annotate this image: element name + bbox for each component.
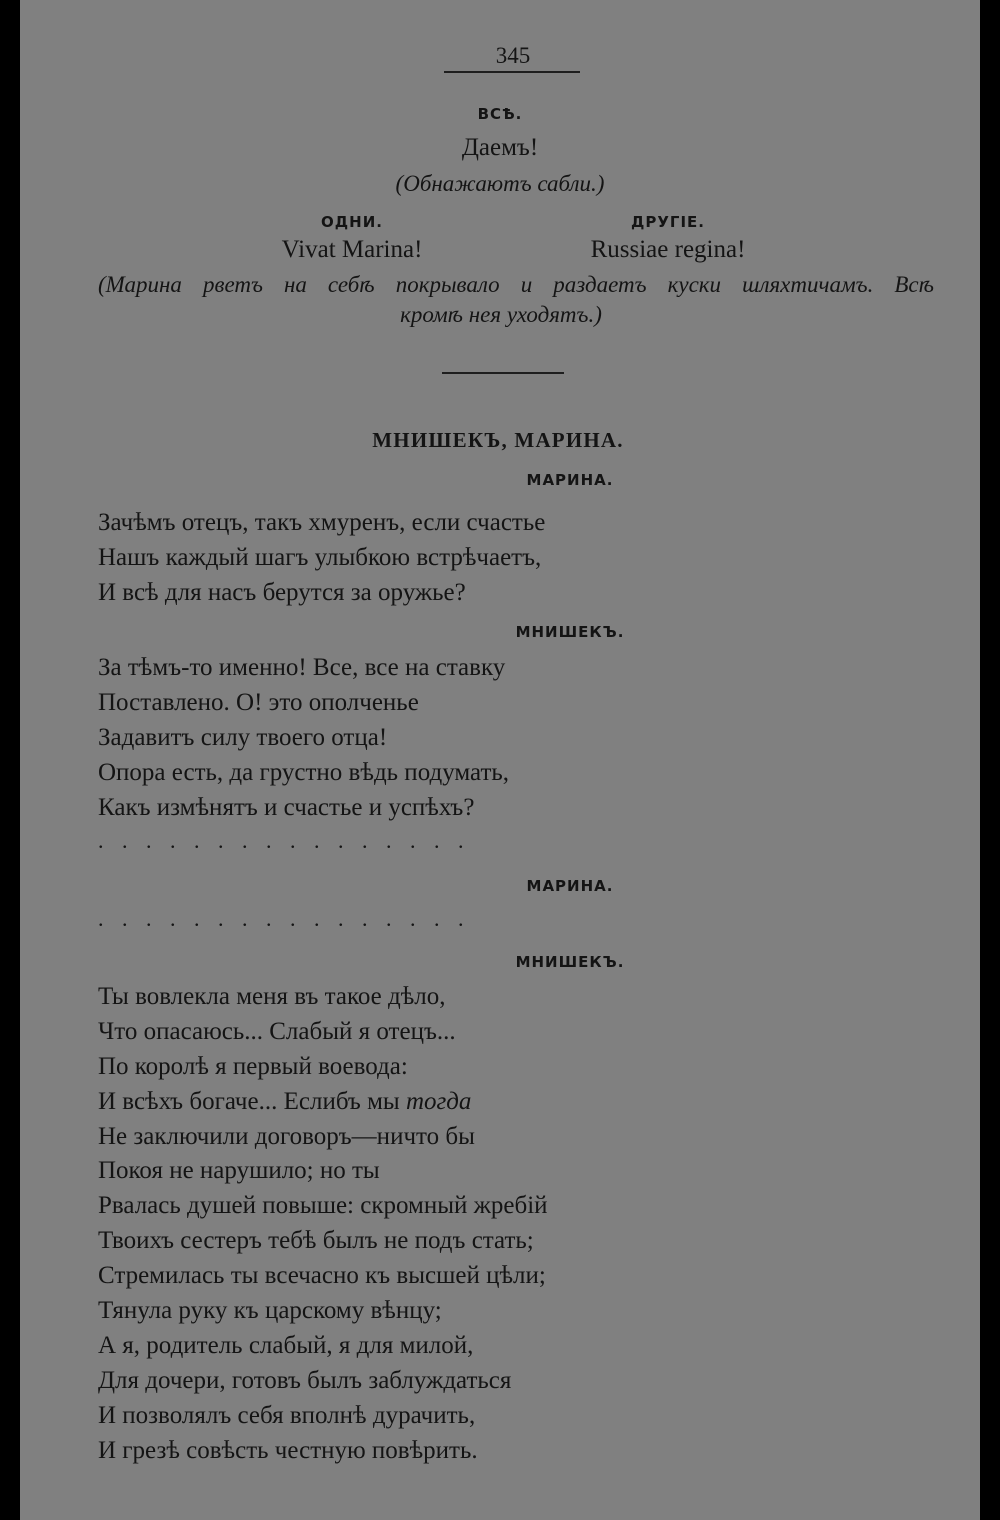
line-all: Даемъ! xyxy=(461,134,539,161)
speaker-one: ОДНИ. xyxy=(321,213,383,231)
section-separator xyxy=(442,372,564,374)
stage-direction-draw-sabres: (Обнажаютъ сабли.) xyxy=(395,171,605,196)
verse-line: Нашъ каждый шагъ улыбкою встрѣчаетъ, xyxy=(98,543,542,571)
verse-line: Задавитъ силу твоего отца! xyxy=(98,723,388,751)
verse-line: Стремилась ты всечасно къ высшей цѣли; xyxy=(98,1262,546,1290)
verse-mnishek-1 xyxy=(98,651,658,825)
stage-direction-marina-veil xyxy=(98,270,934,330)
speaker-other: ДРУГІЕ. xyxy=(630,213,705,231)
verse-line: И позволялъ себя вполнѣ дурачить, xyxy=(98,1401,476,1429)
speaker-mnishek-2: МНИШЕКЪ. xyxy=(515,953,625,971)
verse-line: Покоя не нарушило; но ты xyxy=(98,1157,380,1185)
verse-mnishek-2 xyxy=(98,980,658,1468)
verse-line: Не заключили договоръ—ничто бы xyxy=(98,1122,475,1150)
verse-line: Твоихъ сестеръ тебѣ былъ не подъ стать; xyxy=(98,1227,534,1255)
line-other: Russiae regina! xyxy=(590,236,746,263)
stage-direction-line-2: кромѣ нея уходятъ.) xyxy=(400,302,602,327)
ellipsis-omitted-lines: ................ xyxy=(98,906,482,931)
verse-line: Опора есть, да грустно вѣдь подумать, xyxy=(98,758,510,786)
speaker-all: ВСѢ. xyxy=(477,105,523,123)
verse-line: По королѣ я первый воевода: xyxy=(98,1052,408,1080)
italic-word: тогда xyxy=(405,1087,472,1115)
verse-line-text: И всѣхъ богаче... Еслибъ мы xyxy=(98,1087,400,1115)
book-page xyxy=(20,0,980,1520)
verse-line: Тянула руку къ царскому вѣнцу; xyxy=(98,1297,442,1325)
verse-line: Зачѣмъ отецъ, такъ хмуренъ, если счастье xyxy=(98,509,546,536)
scene-heading: МНИШЕКЪ, МАРИНА. xyxy=(372,428,624,452)
verse-line: Поставлено. О! это ополченье xyxy=(98,688,419,716)
ellipsis-omitted-lines: ................ xyxy=(98,828,482,853)
verse-line: Ты вовлекла меня въ такое дѣло, xyxy=(98,983,446,1010)
stage-direction-line-1: (Марина рветъ на себѣ покрывало и раздаетъ куски шляхтичамъ. Всѣ xyxy=(98,272,934,297)
verse-line-with-italic xyxy=(98,1085,658,1120)
speaker-marina-1: МАРИНА. xyxy=(526,471,614,489)
verse-marina-1 xyxy=(98,506,658,611)
page-number: 345 xyxy=(495,43,531,68)
line-one: Vivat Marina! xyxy=(281,236,423,263)
speaker-mnishek-1: МНИШЕКЪ. xyxy=(515,623,625,641)
verse-line: И всѣ для насъ берутся за оружье? xyxy=(98,578,466,606)
verse-line: А я, родитель слабый, я для милой, xyxy=(98,1331,474,1359)
verse-line: За тѣмъ-то именно! Все, все на ставку xyxy=(98,654,506,681)
verse-line: Рвалась душей повыше: скромный жребій xyxy=(98,1192,548,1220)
verse-line: И грезѣ совѣсть честную повѣрить. xyxy=(98,1436,478,1464)
page-number-rule xyxy=(444,71,580,73)
verse-line: Что опасаюсь... Слабый я отецъ... xyxy=(98,1017,456,1045)
speaker-marina-2: МАРИНА. xyxy=(526,877,614,895)
verse-line: Какъ измѣнятъ и счастье и успѣхъ? xyxy=(98,793,475,821)
verse-line: Для дочери, готовъ былъ заблуждаться xyxy=(98,1366,512,1394)
